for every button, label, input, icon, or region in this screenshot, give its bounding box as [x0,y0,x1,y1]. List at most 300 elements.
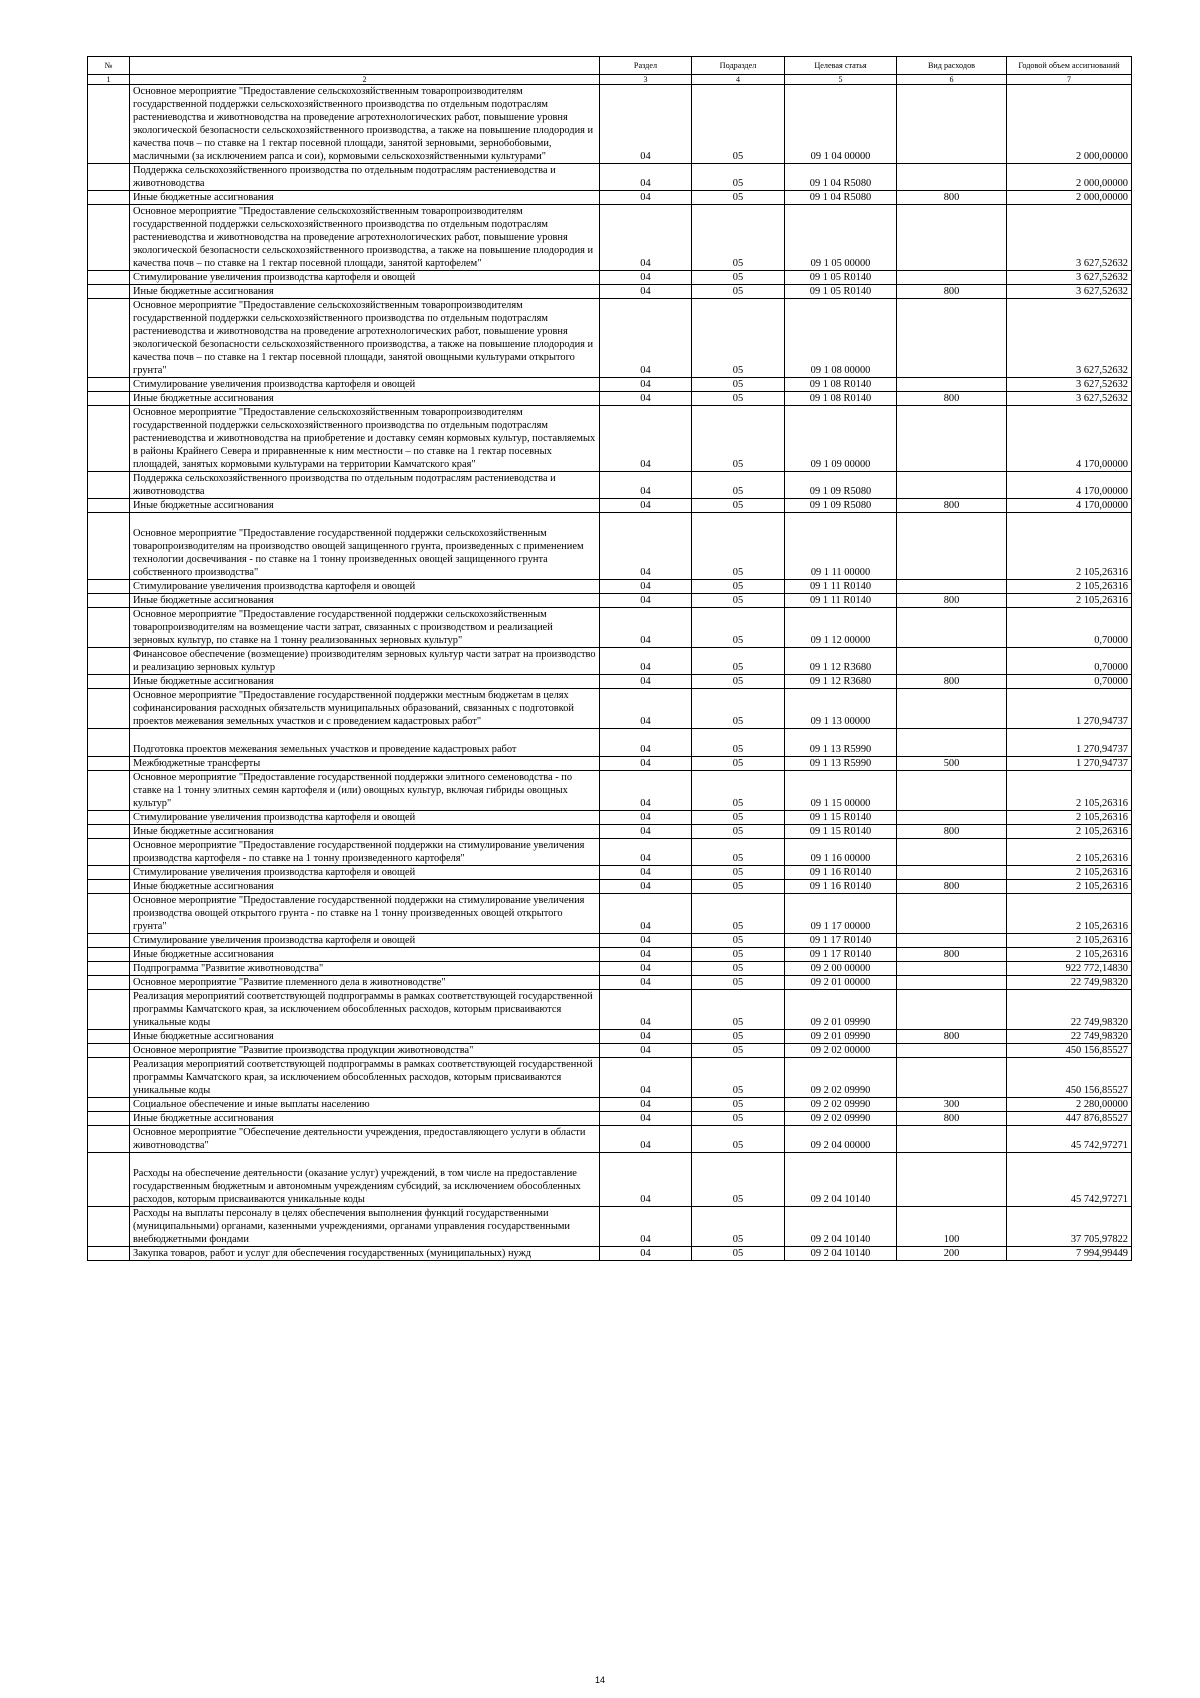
row-amount: 45 742,97271 [1007,1153,1132,1207]
row-number [88,811,130,825]
row-razdel: 04 [600,757,692,771]
row-amount: 2 105,26316 [1007,825,1132,839]
table-row [88,948,1132,962]
table-row [88,689,1132,729]
row-amount: 22 749,98320 [1007,976,1132,990]
row-podrazdel: 05 [692,948,785,962]
row-name: Основное мероприятие "Предоставление государственной поддержки сельскохозяйственным товаропроизводителям на производство овощей защищенного грунта, произведенных с применением технологии досвечивания - по ставке на 1 тонну произведенных овощей защищенного грунта собственного производства" [130,513,600,580]
row-vid-rashodov [897,205,1007,271]
row-razdel: 04 [600,729,692,757]
row-razdel: 04 [600,976,692,990]
row-vid-rashodov: 800 [897,392,1007,406]
table-row [88,580,1132,594]
row-razdel: 04 [600,191,692,205]
row-razdel: 04 [600,1247,692,1261]
row-podrazdel: 05 [692,164,785,191]
row-amount: 2 000,00000 [1007,191,1132,205]
row-celevaya-statya: 09 2 01 09990 [785,990,897,1030]
row-vid-rashodov: 800 [897,285,1007,299]
row-podrazdel: 05 [692,866,785,880]
row-razdel: 04 [600,866,692,880]
row-razdel: 04 [600,1058,692,1098]
row-celevaya-statya: 09 1 16 R0140 [785,866,897,880]
row-number [88,164,130,191]
row-name: Основное мероприятие "Предоставление государственной поддержки элитного семеноводства - по ставке на 1 тонну элитных семян картофеля и (или) овощных культур, включая гибриды овощных культур" [130,771,600,811]
row-vid-rashodov [897,648,1007,675]
row-amount: 3 627,52632 [1007,378,1132,392]
row-podrazdel: 05 [692,285,785,299]
row-razdel: 04 [600,825,692,839]
row-razdel: 04 [600,839,692,866]
row-celevaya-statya: 09 2 02 09990 [785,1058,897,1098]
row-vid-rashodov: 800 [897,1112,1007,1126]
row-number [88,990,130,1030]
row-number [88,962,130,976]
row-podrazdel: 05 [692,894,785,934]
row-vid-rashodov: 300 [897,1098,1007,1112]
row-razdel: 04 [600,271,692,285]
row-podrazdel: 05 [692,499,785,513]
row-razdel: 04 [600,299,692,378]
row-celevaya-statya: 09 2 02 09990 [785,1098,897,1112]
table-row [88,1112,1132,1126]
row-vid-rashodov [897,1044,1007,1058]
row-name: Иные бюджетные ассигнования [130,499,600,513]
row-name: Основное мероприятие "Развитие племенного дела в животноводстве" [130,976,600,990]
row-name: Подготовка проектов межевания земельных участков и проведение кадастровых работ [130,729,600,757]
table-row [88,1058,1132,1098]
row-amount: 1 270,94737 [1007,757,1132,771]
row-celevaya-statya: 09 1 13 00000 [785,689,897,729]
row-celevaya-statya: 09 1 05 R0140 [785,271,897,285]
row-celevaya-statya: 09 1 04 R5080 [785,164,897,191]
row-name: Расходы на обеспечение деятельности (оказание услуг) учреждений, в том числе на предоставление государственным бюджетным и автономным учреждениям субсидий, за исключением обособленных расходов, которым присваиваются уникальные коды [130,1153,600,1207]
row-razdel: 04 [600,811,692,825]
row-name: Основное мероприятие "Обеспечение деятельности учреждения, предоставляющего услуги в области животноводства" [130,1126,600,1153]
row-number [88,271,130,285]
row-number [88,894,130,934]
row-podrazdel: 05 [692,1112,785,1126]
column-number: 6 [897,75,1007,85]
row-razdel: 04 [600,392,692,406]
table-row [88,757,1132,771]
row-vid-rashodov [897,406,1007,472]
row-celevaya-statya: 09 2 04 10140 [785,1247,897,1261]
row-razdel: 04 [600,1153,692,1207]
row-amount: 447 876,85527 [1007,1112,1132,1126]
row-amount: 0,70000 [1007,675,1132,689]
row-number [88,648,130,675]
row-amount: 2 105,26316 [1007,866,1132,880]
row-number [88,771,130,811]
row-podrazdel: 05 [692,880,785,894]
row-razdel: 04 [600,990,692,1030]
row-number [88,299,130,378]
table-row [88,205,1132,271]
table-row [88,392,1132,406]
row-number [88,378,130,392]
row-celevaya-statya: 09 1 11 00000 [785,513,897,580]
column-number: 3 [600,75,692,85]
row-name: Основное мероприятие "Предоставление сельскохозяйственным товаропроизводителям государственной поддержки сельскохозяйственного производства по отдельным подотраслям растениеводства и животноводства на проведение агротехнологических работ, повышение уровня экологической безопасности сельскохозяйственного производства, а также на повышение плодородия и качества почв – по ставке на 1 гектар посевной площади, занятой зерновыми, зернобобовыми, масличными (за исключением рапса и сои), кормовыми сельскохозяйственными культурами" [130,85,600,164]
row-podrazdel: 05 [692,608,785,648]
row-amount: 2 105,26316 [1007,594,1132,608]
row-podrazdel: 05 [692,1207,785,1247]
row-podrazdel: 05 [692,962,785,976]
row-amount: 2 105,26316 [1007,934,1132,948]
header-razdel: Раздел [600,57,692,75]
row-podrazdel: 05 [692,1126,785,1153]
page-number: 14 [594,1675,605,1685]
row-razdel: 04 [600,513,692,580]
row-number [88,880,130,894]
row-name: Иные бюджетные ассигнования [130,880,600,894]
table-row [88,406,1132,472]
row-name: Расходы на выплаты персоналу в целях обеспечения выполнения функций государственными (муниципальными) органами, казенными учреждениями, органами управления государственными внебюджетными фондами [130,1207,600,1247]
row-razdel: 04 [600,1126,692,1153]
row-vid-rashodov [897,990,1007,1030]
row-amount: 450 156,85527 [1007,1058,1132,1098]
row-vid-rashodov [897,771,1007,811]
row-amount: 2 105,26316 [1007,894,1132,934]
row-celevaya-statya: 09 2 04 10140 [785,1207,897,1247]
row-celevaya-statya: 09 1 15 00000 [785,771,897,811]
row-celevaya-statya: 09 1 17 R0140 [785,934,897,948]
row-vid-rashodov: 800 [897,1030,1007,1044]
table-row [88,472,1132,499]
row-podrazdel: 05 [692,594,785,608]
row-razdel: 04 [600,648,692,675]
row-celevaya-statya: 09 1 12 00000 [785,608,897,648]
row-vid-rashodov [897,866,1007,880]
row-vid-rashodov: 800 [897,594,1007,608]
row-razdel: 04 [600,1112,692,1126]
table-row [88,285,1132,299]
table-row [88,934,1132,948]
row-name: Реализация мероприятий соответствующей подпрограммы в рамках соответствующей государственной программы Камчатского края, за исключением обособленных расходов, которым присваиваются уникальные коды [130,990,600,1030]
row-number [88,934,130,948]
row-name: Социальное обеспечение и иные выплаты населению [130,1098,600,1112]
row-vid-rashodov: 800 [897,191,1007,205]
row-celevaya-statya: 09 1 09 00000 [785,406,897,472]
row-razdel: 04 [600,472,692,499]
row-name: Поддержка сельскохозяйственного производства по отдельным подотраслям растениеводства и животноводства [130,472,600,499]
row-name: Иные бюджетные ассигнования [130,1112,600,1126]
row-celevaya-statya: 09 2 01 00000 [785,976,897,990]
row-razdel: 04 [600,499,692,513]
row-name: Иные бюджетные ассигнования [130,825,600,839]
row-vid-rashodov [897,689,1007,729]
row-podrazdel: 05 [692,1044,785,1058]
row-amount: 2 105,26316 [1007,839,1132,866]
row-razdel: 04 [600,378,692,392]
header-row [88,57,1132,75]
row-vid-rashodov [897,580,1007,594]
row-amount: 1 270,94737 [1007,729,1132,757]
row-name: Стимулирование увеличения производства картофеля и овощей [130,378,600,392]
row-vid-rashodov [897,1126,1007,1153]
row-name: Финансовое обеспечение (возмещение) производителям зерновых культур части затрат на производство и реализацию зерновых культур [130,648,600,675]
table-row [88,962,1132,976]
row-vid-rashodov: 500 [897,757,1007,771]
row-vid-rashodov [897,378,1007,392]
header-podrazdel: Подраздел [692,57,785,75]
table-row [88,594,1132,608]
row-celevaya-statya: 09 1 12 R3680 [785,648,897,675]
row-vid-rashodov: 800 [897,880,1007,894]
row-celevaya-statya: 09 1 15 R0140 [785,811,897,825]
table-row [88,839,1132,866]
table-row [88,990,1132,1030]
row-name: Основное мероприятие "Предоставление государственной поддержки на стимулирование увеличения производства овощей открытого грунта - по ставке на 1 тонну произведенных овощей открытого грунта" [130,894,600,934]
row-razdel: 04 [600,689,692,729]
row-podrazdel: 05 [692,675,785,689]
row-number [88,191,130,205]
row-name: Поддержка сельскохозяйственного производства по отдельным подотраслям растениеводства и животноводства [130,164,600,191]
row-amount: 450 156,85527 [1007,1044,1132,1058]
row-name: Основное мероприятие "Предоставление государственной поддержки сельскохозяйственным товаропроизводителям на возмещение части затрат, связанных с производством и реализацией зерновых культур, по ставке на 1 тонну реализованных зерновых культур" [130,608,600,648]
row-celevaya-statya: 09 1 13 R5990 [785,757,897,771]
table-row [88,1044,1132,1058]
row-podrazdel: 05 [692,205,785,271]
row-amount: 3 627,52632 [1007,392,1132,406]
row-amount: 4 170,00000 [1007,406,1132,472]
table-row [88,1247,1132,1261]
row-vid-rashodov: 800 [897,825,1007,839]
row-name: Иные бюджетные ассигнования [130,594,600,608]
row-name: Подпрограмма "Развитие животноводства" [130,962,600,976]
row-number [88,1112,130,1126]
header-name [130,57,600,75]
row-name: Реализация мероприятий соответствующей подпрограммы в рамках соответствующей государственной программы Камчатского края, за исключением обособленных расходов, которым присваиваются уникальные коды [130,1058,600,1098]
table-row [88,771,1132,811]
row-celevaya-statya: 09 1 08 R0140 [785,392,897,406]
row-podrazdel: 05 [692,839,785,866]
column-number: 4 [692,75,785,85]
row-podrazdel: 05 [692,1058,785,1098]
row-vid-rashodov [897,934,1007,948]
row-number [88,729,130,757]
row-vid-rashodov [897,976,1007,990]
row-name: Стимулирование увеличения производства картофеля и овощей [130,271,600,285]
table-row [88,648,1132,675]
row-name: Стимулирование увеличения производства картофеля и овощей [130,811,600,825]
row-vid-rashodov [897,299,1007,378]
table-row [88,271,1132,285]
row-vid-rashodov: 800 [897,948,1007,962]
row-number [88,839,130,866]
row-name: Закупка товаров, работ и услуг для обеспечения государственных (муниципальных) нужд [130,1247,600,1261]
row-amount: 2 105,26316 [1007,811,1132,825]
row-vid-rashodov [897,513,1007,580]
row-podrazdel: 05 [692,271,785,285]
row-razdel: 04 [600,594,692,608]
row-vid-rashodov: 200 [897,1247,1007,1261]
row-number [88,1207,130,1247]
row-amount: 2 105,26316 [1007,513,1132,580]
row-number [88,976,130,990]
table-row [88,191,1132,205]
row-celevaya-statya: 09 2 04 00000 [785,1126,897,1153]
row-number [88,594,130,608]
row-razdel: 04 [600,962,692,976]
row-razdel: 04 [600,1044,692,1058]
row-razdel: 04 [600,608,692,648]
row-number [88,580,130,594]
row-amount: 3 627,52632 [1007,299,1132,378]
row-vid-rashodov [897,811,1007,825]
table-row [88,825,1132,839]
row-amount: 2 000,00000 [1007,85,1132,164]
header-no: № [88,57,130,75]
row-amount: 2 105,26316 [1007,580,1132,594]
row-number [88,499,130,513]
row-celevaya-statya: 09 2 00 00000 [785,962,897,976]
row-name: Основное мероприятие "Развитие производства продукции животноводства" [130,1044,600,1058]
row-celevaya-statya: 09 1 15 R0140 [785,825,897,839]
row-podrazdel: 05 [692,472,785,499]
budget-table [87,56,1132,1261]
row-podrazdel: 05 [692,976,785,990]
row-vid-rashodov [897,85,1007,164]
row-podrazdel: 05 [692,85,785,164]
row-celevaya-statya: 09 1 08 R0140 [785,378,897,392]
row-number [88,1098,130,1112]
row-podrazdel: 05 [692,757,785,771]
row-podrazdel: 05 [692,771,785,811]
row-celevaya-statya: 09 2 04 10140 [785,1153,897,1207]
row-razdel: 04 [600,1030,692,1044]
row-razdel: 04 [600,406,692,472]
row-razdel: 04 [600,164,692,191]
table-row [88,866,1132,880]
row-amount: 2 105,26316 [1007,880,1132,894]
row-amount: 0,70000 [1007,608,1132,648]
row-celevaya-statya: 09 2 02 09990 [785,1112,897,1126]
row-number [88,1030,130,1044]
row-razdel: 04 [600,580,692,594]
row-number [88,608,130,648]
row-podrazdel: 05 [692,513,785,580]
row-name: Основное мероприятие "Предоставление государственной поддержки на стимулирование увеличения производства картофеля - по ставке на 1 тонну произведенного картофеля" [130,839,600,866]
table-row [88,499,1132,513]
row-podrazdel: 05 [692,825,785,839]
row-podrazdel: 05 [692,648,785,675]
row-celevaya-statya: 09 1 13 R5990 [785,729,897,757]
row-amount: 4 170,00000 [1007,499,1132,513]
row-celevaya-statya: 09 1 16 00000 [785,839,897,866]
row-celevaya-statya: 09 1 08 00000 [785,299,897,378]
row-amount: 3 627,52632 [1007,205,1132,271]
row-vid-rashodov [897,894,1007,934]
row-razdel: 04 [600,934,692,948]
row-number [88,757,130,771]
row-razdel: 04 [600,85,692,164]
row-podrazdel: 05 [692,1098,785,1112]
row-number [88,406,130,472]
row-number [88,948,130,962]
header-vid: Вид расходов [897,57,1007,75]
row-name: Основное мероприятие "Предоставление государственной поддержки местным бюджетам в целях софинансирования расходных обязательств муниципальных образований, связанных с подготовкой проектов межевания земельных участков и с проведением кадастровых работ" [130,689,600,729]
table-row [88,729,1132,757]
table-row [88,85,1132,164]
row-vid-rashodov: 800 [897,675,1007,689]
row-name: Иные бюджетные ассигнования [130,1030,600,1044]
table-row [88,880,1132,894]
column-number: 5 [785,75,897,85]
row-razdel: 04 [600,205,692,271]
row-amount: 0,70000 [1007,648,1132,675]
row-razdel: 04 [600,771,692,811]
table-row [88,1030,1132,1044]
row-podrazdel: 05 [692,934,785,948]
table-row [88,1098,1132,1112]
column-number: 7 [1007,75,1132,85]
row-celevaya-statya: 09 2 02 00000 [785,1044,897,1058]
row-name: Иные бюджетные ассигнования [130,285,600,299]
table-row [88,299,1132,378]
row-name: Стимулирование увеличения производства картофеля и овощей [130,934,600,948]
row-amount: 3 627,52632 [1007,271,1132,285]
row-razdel: 04 [600,948,692,962]
row-celevaya-statya: 09 1 05 00000 [785,205,897,271]
row-podrazdel: 05 [692,392,785,406]
row-celevaya-statya: 09 1 16 R0140 [785,880,897,894]
row-number [88,1044,130,1058]
row-podrazdel: 05 [692,299,785,378]
row-celevaya-statya: 09 1 17 00000 [785,894,897,934]
row-vid-rashodov: 800 [897,499,1007,513]
table-row [88,1126,1132,1153]
row-name: Стимулирование увеличения производства картофеля и овощей [130,580,600,594]
row-amount: 7 994,99449 [1007,1247,1132,1261]
row-name: Межбюджетные трансферты [130,757,600,771]
row-celevaya-statya: 09 1 17 R0140 [785,948,897,962]
row-podrazdel: 05 [692,990,785,1030]
column-number: 2 [130,75,600,85]
row-podrazdel: 05 [692,729,785,757]
row-celevaya-statya: 09 1 05 R0140 [785,285,897,299]
table-row [88,894,1132,934]
row-razdel: 04 [600,894,692,934]
row-amount: 2 280,00000 [1007,1098,1132,1112]
row-vid-rashodov [897,1153,1007,1207]
row-celevaya-statya: 09 1 12 R3680 [785,675,897,689]
row-vid-rashodov [897,1058,1007,1098]
row-name: Основное мероприятие "Предоставление сельскохозяйственным товаропроизводителям государственной поддержки сельскохозяйственного производства по отдельным подотраслям растениеводства и животноводства на проведение агротехнологических работ, повышение уровня экологической безопасности сельскохозяйственного производства, а также на повышение плодородия и качества почв – по ставке на 1 гектар посевной площади, занятой овощными культурами открытого грунта" [130,299,600,378]
row-celevaya-statya: 09 1 04 R5080 [785,191,897,205]
row-number [88,1126,130,1153]
row-celevaya-statya: 09 1 04 00000 [785,85,897,164]
row-celevaya-statya: 09 2 01 09990 [785,1030,897,1044]
row-name: Основное мероприятие "Предоставление сельскохозяйственным товаропроизводителям государственной поддержки сельскохозяйственного производства по отдельным подотраслям растениеводства и животноводства на проведение агротехнологических работ, повышение уровня экологической безопасности сельскохозяйственного производства, а также на повышение плодородия и качества почв – по ставке на 1 гектар посевной площади, занятой картофелем" [130,205,600,271]
row-name: Иные бюджетные ассигнования [130,948,600,962]
row-razdel: 04 [600,1207,692,1247]
row-number [88,1058,130,1098]
row-number [88,1247,130,1261]
table-row [88,675,1132,689]
table-row [88,976,1132,990]
budget-document [87,56,1131,1261]
table-row [88,1207,1132,1247]
row-vid-rashodov [897,472,1007,499]
row-amount: 37 705,97822 [1007,1207,1132,1247]
row-number [88,85,130,164]
table-row [88,378,1132,392]
row-name: Основное мероприятие "Предоставление сельскохозяйственным товаропроизводителям государственной поддержки сельскохозяйственного производства по отдельным подотраслям растениеводства и животноводства на приобретение и доставку семян кормовых культур, поставляемых в районы Крайнего Севера и приравненные к ним местности – по ставке на 1 гектар посевных площадей, занятых кормовыми культурами на территории Камчатского края" [130,406,600,472]
row-number [88,285,130,299]
row-podrazdel: 05 [692,580,785,594]
